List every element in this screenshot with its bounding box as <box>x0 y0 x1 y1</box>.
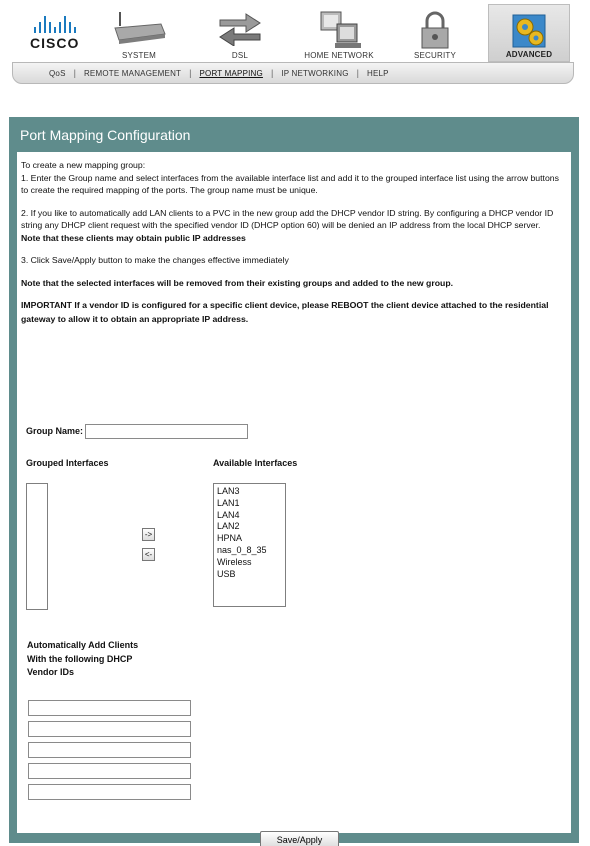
tab-security[interactable] <box>400 4 470 62</box>
vendor-id-input-1[interactable] <box>28 700 191 716</box>
sub-navigation <box>12 62 574 84</box>
group-name-input[interactable] <box>85 424 248 439</box>
interface-option[interactable]: Wireless <box>217 556 252 567</box>
port-mapping-panel <box>9 117 579 843</box>
padlock-icon <box>418 10 452 50</box>
interface-option[interactable]: LAN3 <box>217 486 240 496</box>
cisco-bars-icon <box>34 15 90 33</box>
tab-dsl-label: DSL <box>231 51 249 60</box>
vendor-id-input-4[interactable] <box>28 763 191 779</box>
header <box>0 0 590 88</box>
router-icon <box>111 10 167 46</box>
instruction-step-3: 3. Click Save/Apply button to make the changes effective immediately <box>21 255 289 265</box>
vendor-id-input-3[interactable] <box>28 742 191 758</box>
grouped-interfaces-label: Grouped Interfaces <box>26 458 109 468</box>
interface-option[interactable]: LAN4 <box>217 509 240 520</box>
cisco-logo <box>30 15 90 55</box>
tab-dsl[interactable] <box>200 4 280 62</box>
available-interfaces-list[interactable] <box>213 483 286 607</box>
subnav-divider: | <box>270 68 274 78</box>
vendor-id-label: Automatically Add Clients With the following DHCP Vendor IDs <box>27 640 139 677</box>
tab-advanced-label: ADVANCED <box>505 50 553 59</box>
note-public-ip: Note that these clients may obtain public IP addresses <box>21 232 246 243</box>
arrows-icon <box>216 10 264 46</box>
gears-icon <box>509 11 549 51</box>
tab-system-label: SYSTEM <box>121 51 157 60</box>
tab-home-network[interactable] <box>296 4 382 62</box>
interface-option[interactable]: nas_0_8_35 <box>217 544 267 555</box>
intro-text: To create a new mapping group: <box>21 160 146 170</box>
add-interface-button[interactable]: -> <box>142 528 155 541</box>
note-interfaces-removed: Note that the selected interfaces will be removed from their existing groups and added to the new group. <box>21 277 454 288</box>
interface-option[interactable]: LAN2 <box>217 521 240 532</box>
tab-home-network-label: HOME NETWORK <box>304 51 374 60</box>
interface-option[interactable]: USB <box>217 568 236 579</box>
interface-option[interactable]: HPNA <box>217 533 243 544</box>
interface-option[interactable]: LAN1 <box>217 497 240 508</box>
subtab-remote-management[interactable]: REMOTE MANAGEMENT <box>83 68 182 78</box>
subnav-divider: | <box>73 68 76 78</box>
save-apply-button[interactable]: Save/Apply <box>260 831 339 846</box>
tab-system[interactable] <box>100 4 178 62</box>
group-name-label: Group Name: <box>26 426 84 437</box>
page-title: Port Mapping Configuration <box>20 127 191 143</box>
grouped-interfaces-list[interactable] <box>26 483 48 610</box>
subtab-qos[interactable]: QoS <box>49 68 66 78</box>
instruction-step-1: 1. Enter the Group name and select interfaces from the available interface list and add it to the grouped interface list using the arrow buttons to create the required mapping of the ports. The group name must be unique. <box>21 172 559 195</box>
computers-icon <box>315 10 363 50</box>
tab-security-label: SECURITY <box>413 51 457 60</box>
available-interfaces-label: Available Interfaces <box>213 458 298 468</box>
subtab-ip-networking[interactable]: IP NETWORKING <box>281 68 349 78</box>
vendor-id-input-2[interactable] <box>28 721 191 737</box>
subtab-help[interactable]: HELP <box>366 68 389 78</box>
remove-interface-button[interactable]: <- <box>142 548 155 561</box>
group-name-row <box>26 424 248 439</box>
subnav-divider: | <box>356 68 359 78</box>
logo-text: CISCO <box>30 35 80 51</box>
tab-advanced[interactable] <box>488 4 570 62</box>
subnav-divider: | <box>189 68 192 78</box>
important-note: IMPORTANT If a vendor ID is configured for a specific client device, please REBOOT the client device attached to the residential gateway to allow it to obtain an appropriate IP address. <box>21 300 549 324</box>
instruction-step-2: 2. If you like to automatically add LAN clients to a PVC in the new group add the DHCP vendor ID string. By configuring a DHCP vendor ID string any DHCP client request with the specified vendor ID (DHCP option 60) will be denied an IP address from the local DHCP server. <box>21 207 554 230</box>
vendor-id-input-5[interactable] <box>28 784 191 800</box>
subtab-port-mapping[interactable]: PORT MAPPING <box>199 68 263 78</box>
panel-body <box>17 152 571 845</box>
